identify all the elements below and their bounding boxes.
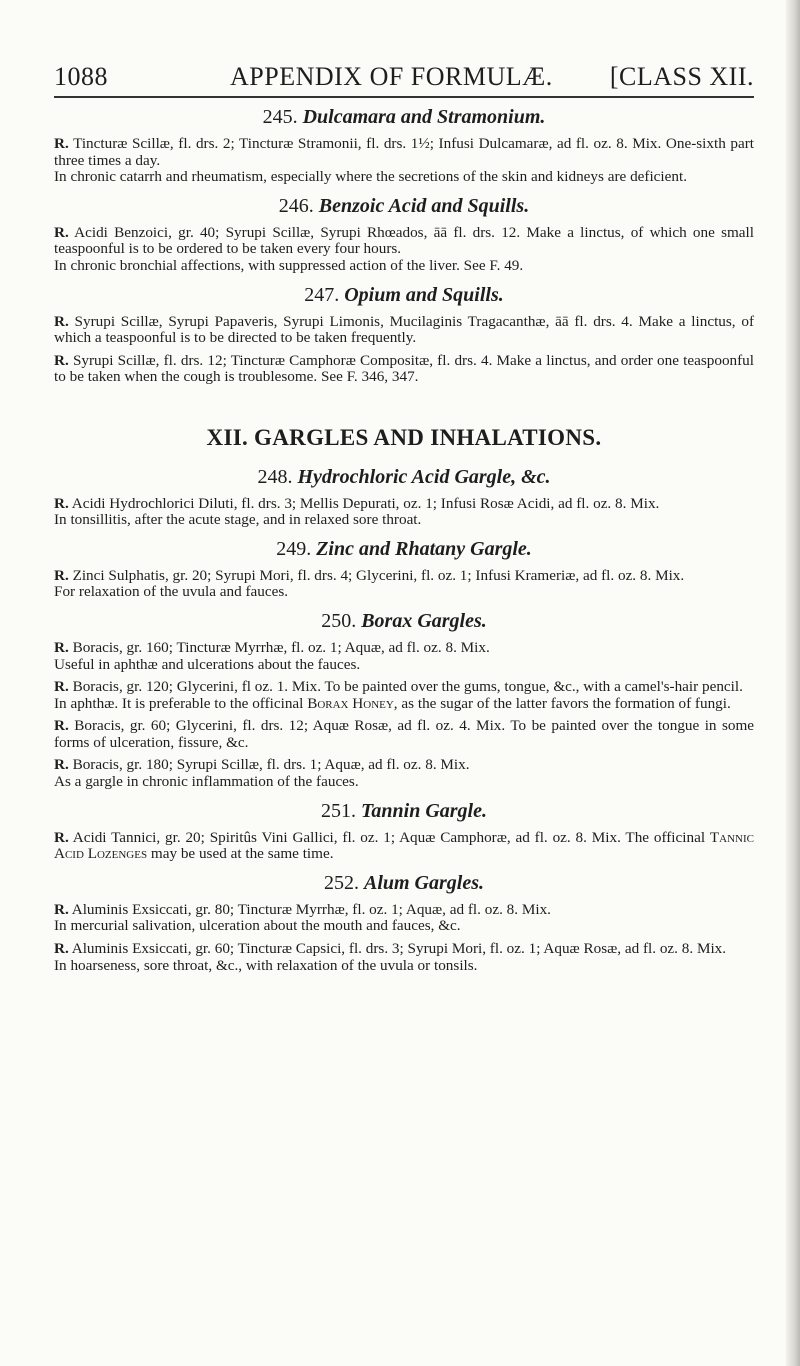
page-body <box>54 105 754 974</box>
formula-245-prescription: R. Tincturæ Scillæ, fl. drs. 2; Tincturæ Stramonii, fl. drs. 1½; Infusi Dulcamaræ, ad fl. oz. 8. Mix. One-sixth part three times a day. <box>54 135 754 169</box>
formula-250-note-2: In aphthæ. It is preferable to the officinal Borax Honey, as the sugar of the latter favors the formation of fungi. <box>54 694 731 712</box>
formula-250-note-4: As a gargle in chronic inflammation of the fauces. <box>54 773 359 791</box>
recipe-symbol: R. <box>54 223 69 241</box>
formula-250-note-1: Useful in aphthæ and ulcerations about the fauces. <box>54 655 361 673</box>
formula-247-heading: 247. Opium and Squills. <box>304 283 504 306</box>
formula-245-heading: 245. Dulcamara and Stramonium. <box>262 106 546 128</box>
formula-250-heading: 250. Borax Gargles. <box>321 609 487 632</box>
class-label: [CLASS XII. <box>609 62 754 91</box>
recipe-symbol: R. <box>54 717 69 735</box>
page-edge-shadow <box>786 0 800 1366</box>
formula-250-prescription-4: R. Boracis, gr. 180; Syrupi Scillæ, fl. drs. 1; Aquæ, ad fl. oz. 8. Mix. <box>54 756 470 774</box>
formula-252-note-1: In mercurial salivation, ulceration about the mouth and fauces, &c. <box>54 917 461 935</box>
formula-247-prescription-1: R. Syrupi Scillæ, Syrupi Papaveris, Syrupi Limonis, Mucilaginis Tragacanthæ, āā fl. drs. 4. Make a linctus, of which a teaspoonful is to be directed to be taken frequently. <box>54 312 754 347</box>
formula-248-note: In tonsillitis, after the acute stage, and in relaxed sore throat. <box>54 511 422 529</box>
recipe-symbol: R. <box>54 566 69 584</box>
recipe-symbol: R. <box>54 828 69 846</box>
formula-252-note-2: In hoarseness, sore throat, &c., with relaxation of the uvula or tonsils. <box>54 956 478 974</box>
header-rule <box>54 96 754 98</box>
running-title: APPENDIX OF FORMULÆ. <box>230 62 553 91</box>
recipe-symbol: R. <box>54 900 69 918</box>
formula-245-note: In chronic catarrh and rheumatism, especially where the secretions of the skin and kidneys are deficient. <box>54 168 687 186</box>
formula-251-heading: 251. Tannin Gargle. <box>321 799 487 822</box>
recipe-symbol: R. <box>54 756 69 774</box>
recipe-symbol: R. <box>54 678 69 696</box>
recipe-symbol: R. <box>54 940 69 958</box>
formula-250-prescription-2: R. Boracis, gr. 120; Glycerini, fl oz. 1. Mix. To be painted over the gums, tongue, &c., with a camel's-hair pencil. <box>54 678 743 696</box>
formula-249-heading: 249. Zinc and Rhatany Gargle. <box>276 537 532 560</box>
formula-248-prescription: R. Acidi Hydrochlorici Diluti, fl. drs. 3; Mellis Depurati, oz. 1; Infusi Rosæ Acidi, ad fl. oz. 8. Mix. <box>54 494 660 512</box>
formula-249-note: For relaxation of the uvula and fauces. <box>54 583 289 601</box>
formula-252-prescription-1: R. Aluminis Exsiccati, gr. 80; Tincturæ Myrrhæ, fl. oz. 1; Aquæ, ad fl. oz. 8. Mix. <box>54 900 551 918</box>
formula-252-prescription-2: R. Aluminis Exsiccati, gr. 60; Tincturæ Capsici, fl. drs. 3; Syrupi Mori, fl. oz. 1; Aquæ Rosæ, ad fl. oz. 8. Mix. <box>54 940 727 958</box>
recipe-symbol: R. <box>54 135 69 152</box>
formula-252-heading: 252. Alum Gargles. <box>323 871 485 894</box>
formula-246-heading: 246. Benzoic Acid and Squills. <box>278 194 530 217</box>
recipe-symbol: R. <box>54 351 69 369</box>
formula-248-heading: 248. Hydrochloric Acid Gargle, &c. <box>257 465 551 488</box>
formula-246-note: In chronic bronchial affections, with suppressed action of the liver. See F. 49. <box>54 256 524 274</box>
formula-250-prescription-1: R. Boracis, gr. 160; Tincturæ Myrrhæ, fl. oz. 1; Aquæ, ad fl. oz. 8. Mix. <box>54 638 490 656</box>
formula-251-prescription: R. Acidi Tannici, gr. 20; Spiritûs Vini Gallici, fl. oz. 1; Aquæ Camphoræ, ad fl. oz. 8. Mix. The officinal Tannic Acid Lozenges may be used at the same time. <box>54 828 754 863</box>
formula-249-prescription: R. Zinci Sulphatis, gr. 20; Syrupi Mori, fl. drs. 4; Glycerini, fl. oz. 1; Infusi Krameriæ, ad fl. oz. 8. Mix. <box>54 566 685 584</box>
recipe-symbol: R. <box>54 638 69 656</box>
formula-250-prescription-3: R. Boracis, gr. 60; Glycerini, fl. drs. 12; Aquæ Rosæ, ad fl. oz. 4. Mix. To be painted over the tongue in some forms of ulceration, fissure, &c. <box>54 717 755 751</box>
formula-246-prescription: R. Acidi Benzoici, gr. 40; Syrupi Scillæ, Syrupi Rhœados, āā fl. drs. 12. Make a linctus, of which one small teaspoonful is to be ordered to be taken every four hours. <box>54 223 754 258</box>
page-number: 1088 <box>54 62 108 91</box>
recipe-symbol: R. <box>54 494 69 512</box>
section-title: XII. GARGLES AND INHALATIONS. <box>206 424 602 450</box>
formula-247-prescription-2: R. Syrupi Scillæ, fl. drs. 12; Tincturæ Camphoræ Compositæ, fl. drs. 4. Make a linctus, and order one teaspoonful to be taken when the cough is troublesome. See F. 346, 347. <box>54 351 754 386</box>
recipe-symbol: R. <box>54 312 69 330</box>
